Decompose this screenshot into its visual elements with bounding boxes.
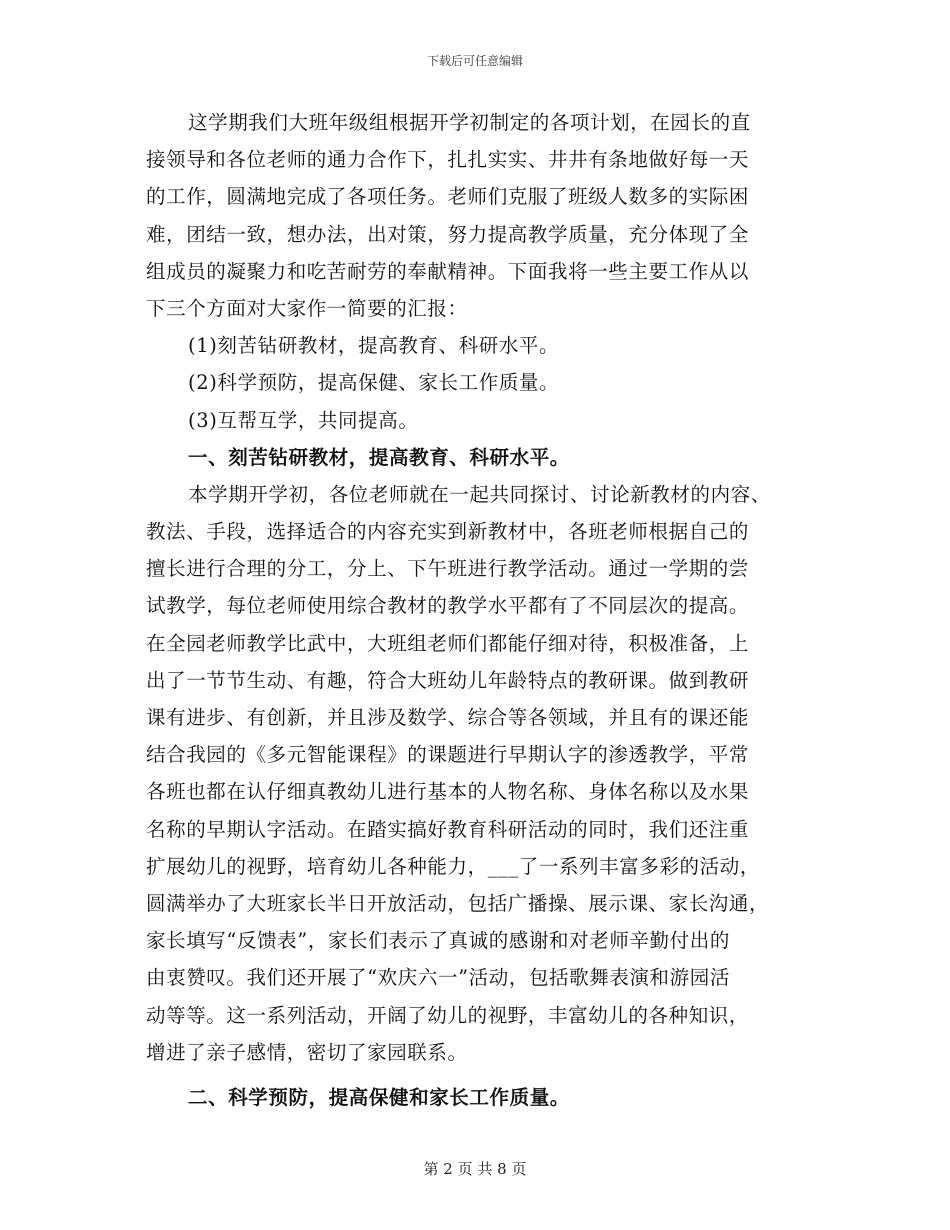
section1-line: 增进了亲子感情，密切了家园联系。 bbox=[146, 1040, 468, 1064]
section1-line: 本学期开学初，各位老师就在一起共同探讨、讨论新教材的内容、 bbox=[188, 482, 771, 506]
section-heading-1: 一、刻苦钻研教材，提高教育、科研水平。 bbox=[188, 445, 570, 469]
section1-line: 擅长进行合理的分工，分上、下午班进行教学活动。通过一学期的尝 bbox=[146, 557, 750, 581]
section1-line: 结合我园的《多元智能课程》的课题进行早期认字的渗透教学，平常 bbox=[146, 743, 750, 767]
section1-line: 圆满举办了大班家长半日开放活动，包括广播操、展示课、家长沟通， bbox=[146, 891, 770, 915]
outline-item: (2)科学预防，提高保健、家长工作质量。 bbox=[188, 371, 560, 395]
section1-line: 试教学，每位老师使用综合教材的教学水平都有了不同层次的提高。 bbox=[146, 594, 750, 618]
page-header: 下载后可任意编辑 bbox=[426, 54, 523, 68]
intro-line: 这学期我们大班年级组根据开学初制定的各项计划，在园长的直 bbox=[188, 111, 751, 134]
section1-line: 扩展幼儿的视野，培育幼儿各种能力，___了一系列丰富多彩的活动， bbox=[146, 854, 760, 878]
section1-line: 由衷赞叹。我们还开展了“欢庆六一”活动，包括歌舞表演和游园活 bbox=[146, 966, 730, 990]
section-heading-2: 二、科学预防，提高保健和家长工作质量。 bbox=[188, 1085, 570, 1109]
section1-line: 课有进步、有创新，并且涉及数学、综合等各领域，并且有的课还能 bbox=[146, 706, 750, 729]
section1-line: 名称的早期认字活动。在踏实搞好教育科研活动的同时，我们还注重 bbox=[146, 817, 750, 841]
section1-line: 在全园老师教学比武中，大班组老师们都能仔细对待，积极准备，上 bbox=[146, 631, 750, 655]
page-number: 第 2 页 共 8 页 bbox=[423, 1160, 527, 1178]
intro-line: 接领导和各位老师的通力合作下，扎扎实实、井井有条地做好每一天 bbox=[146, 148, 750, 172]
section1-line: 出了一节节生动、有趣，符合大班幼儿年龄特点的教研课。做到教研 bbox=[146, 668, 750, 692]
intro-line: 组成员的凝聚力和吃苦耐劳的奉献精神。下面我将一些主要工作从以 bbox=[146, 259, 750, 283]
section1-line: 各班也都在认仔细真教幼儿进行基本的人物名称、身体名称以及水果 bbox=[146, 780, 750, 804]
section1-line: 教法、手段，选择适合的内容充实到新教材中，各班老师根据自己的 bbox=[146, 520, 750, 544]
intro-line: 的工作，圆满地完成了各项任务。老师们克服了班级人数多的实际困 bbox=[146, 185, 750, 209]
outline-item: (3)互帮互学，共同提高。 bbox=[188, 408, 419, 432]
outline-item: (1)刻苦钻研教材，提高教育、科研水平。 bbox=[188, 334, 560, 358]
intro-line: 下三个方面对大家作一简要的汇报： bbox=[146, 296, 468, 320]
section1-line: 家长填写“反馈表”，家长们表示了真诚的感谢和对老师辛勤付出的 bbox=[146, 929, 730, 953]
document-body bbox=[146, 104, 808, 1116]
intro-line: 难，团结一致，想办法，出对策，努力提高教学质量，充分体现了全 bbox=[146, 222, 750, 246]
section1-line: 动等等。这一系列活动，开阔了幼儿的视野，丰富幼儿的各种知识， bbox=[146, 1003, 750, 1027]
